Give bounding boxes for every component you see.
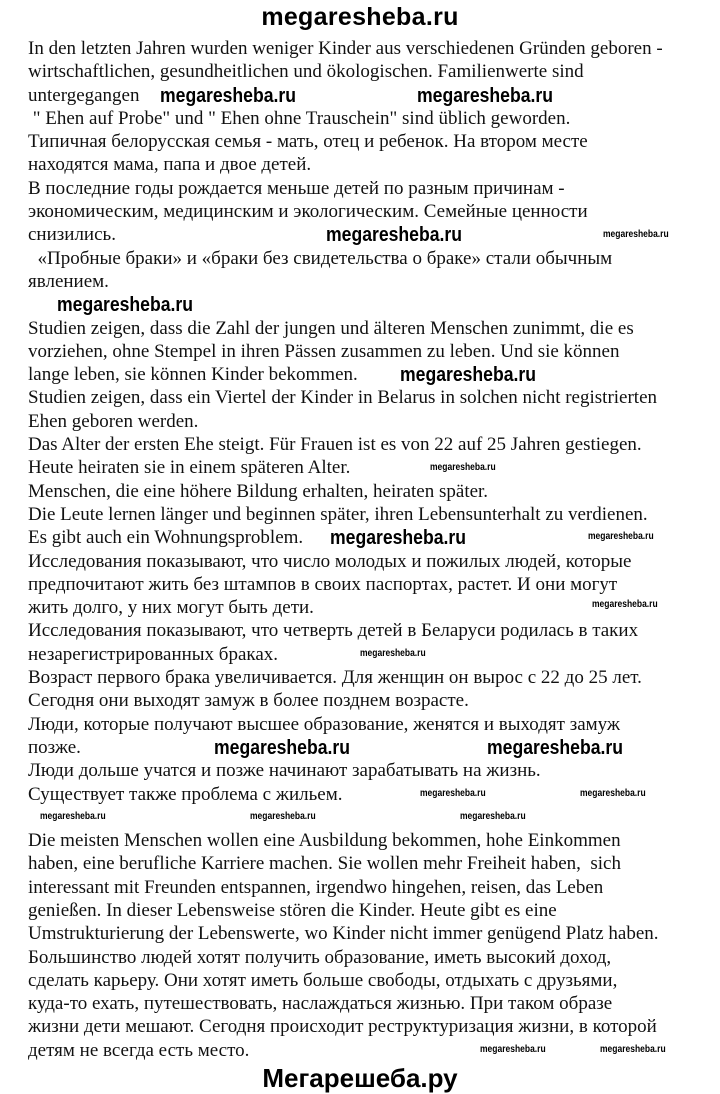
watermark: megaresheba.ru [480, 1044, 546, 1055]
watermark: megaresheba.ru [580, 788, 646, 799]
text-line: Studien zeigen, dass ein Viertel der Kinder in Belarus in solchen nicht registrierten [28, 387, 658, 409]
text-line: позже. [28, 736, 81, 758]
text-line: vorziehen, ohne Stempel in ihren Pässen zusammen zu leben. Und sie können [28, 340, 620, 362]
watermark: megaresheba.ru [588, 531, 654, 542]
text-line: In den letzten Jahren wurden weniger Kinder aus verschiedenen Gründen geboren - [28, 38, 663, 59]
text-line: Umstrukturierung der Lebenswerte, wo Kinder nicht immer genügend Platz haben. [28, 923, 659, 945]
site-footer-watermark: Мегарешеба.ру [262, 1063, 458, 1093]
text-line: Es gibt auch ein Wohnungsproblem. [28, 527, 304, 549]
text-line: genießen. In dieser Lebensweise stören die Kinder. Heute gibt es eine [28, 899, 557, 921]
text-line: снизились. [28, 224, 116, 246]
watermark: megaresheba.ru [417, 85, 553, 107]
text-line: Исследования показывают, что четверть детей в Беларуси родилась в таких [28, 620, 639, 642]
watermark: megaresheba.ru [330, 527, 466, 549]
text-line: сделать карьеру. Они хотят иметь больше свободы, отдыхать с друзьями, [28, 969, 618, 991]
watermark: megaresheba.ru [326, 224, 462, 246]
text-line: Die meisten Menschen wollen eine Ausbildung bekommen, hohe Einkommen [28, 830, 621, 852]
watermark: megaresheba.ru [592, 599, 658, 610]
text-line: Heute heiraten sie in einem späteren Alter. [28, 457, 351, 479]
text-line: Люди дольше учатся и позже начинают зарабатывать на жизнь. [28, 760, 541, 782]
text-line: находятся мама, папа и двое детей. [28, 154, 312, 176]
text-line [28, 806, 718, 829]
text-line: wirtschaftlichen, gesundheitlichen und ökologischen. Familienwerte sind [28, 61, 584, 83]
watermark: megaresheba.ru [40, 811, 106, 822]
text-line: Сегодня они выходят замуж в более позднем возрасте. [28, 690, 469, 712]
text-line: Люди, которые получают высшее образование, женятся и выходят замуж [28, 713, 621, 735]
watermark: megaresheba.ru [400, 364, 536, 386]
watermark: megaresheba.ru [487, 737, 623, 759]
text-line: незарегистрированных браках. [28, 643, 279, 665]
text-line: Studien zeigen, dass die Zahl der jungen und älteren Menschen zunimmt, die es [28, 317, 634, 339]
watermark: megaresheba.ru [600, 1044, 666, 1055]
watermark: megaresheba.ru [250, 811, 316, 822]
text-line: Das Alter der ersten Ehe steigt. Für Frauen ist es von 22 auf 25 Jahren gestiegen. [28, 434, 642, 456]
text-line: явлением. [28, 270, 109, 292]
watermark: megaresheba.ru [603, 229, 669, 240]
document-body [28, 37, 718, 1062]
text-line: " Ehen auf Probe" und " Ehen ohne Trauschein" sind üblich geworden. [28, 107, 571, 129]
watermark: megaresheba.ru [214, 737, 350, 759]
watermark: megaresheba.ru [57, 294, 193, 316]
watermark: megaresheba.ru [460, 811, 526, 822]
watermark: megaresheba.ru [420, 788, 486, 799]
text-line: В последние годы рождается меньше детей по разным причинам - [28, 177, 565, 199]
text-line: предпочитают жить без штампов в своих паспортах, растет. И они могут [28, 573, 618, 595]
text-line: Die Leute lernen länger und beginnen später, ihren Lebensunterhalt zu verdienen. [28, 503, 648, 525]
text-line: детям не всегда есть место. [28, 1039, 250, 1061]
text-line: Возраст первого брака увеличивается. Для женщин он вырос с 22 до 25 лет. [28, 667, 642, 689]
text-line: Ehen geboren werden. [28, 410, 199, 432]
text-line: haben, eine berufliche Karriere machen. Sie wollen mehr Freiheit haben, sich [28, 853, 621, 875]
text-line: Типичная белорусская семья - мать, отец и ребенок. На втором месте [28, 131, 588, 153]
watermark: megaresheba.ru [430, 462, 496, 473]
text-line: interessant mit Freunden entspannen, irgendwo hingehen, reisen, das Leben [28, 876, 604, 898]
site-header-watermark: megaresheba.ru [261, 3, 459, 31]
text-line: Существует также проблема с жильем. [28, 783, 343, 805]
watermark: megaresheba.ru [360, 648, 426, 659]
text-line: жить долго, у них могут быть дети. [28, 597, 314, 619]
text-line: жизни дети мешают. Сегодня происходит реструктуризация жизни, в которой [28, 1016, 657, 1038]
text-line: Большинство людей хотят получить образование, иметь высокий доход, [28, 946, 612, 968]
text-line: Menschen, die eine höhere Bildung erhalten, heiraten später. [28, 480, 489, 502]
watermark: megaresheba.ru [160, 85, 296, 107]
text-line: untergegangen [28, 84, 140, 106]
text-line: Исследования показывают, что число молодых и пожилых людей, которые [28, 550, 632, 572]
text-line: куда-то ехать, путешествовать, наслаждаться жизнью. При таком образе [28, 993, 613, 1015]
text-line: lange leben, sie können Kinder bekommen. [28, 364, 358, 386]
text-line: экономическим, медицинским и экологическим. Семейные ценности [28, 201, 588, 223]
text-line: «Пробные браки» и «браки без свидетельства о браке» стали обычным [28, 247, 613, 269]
